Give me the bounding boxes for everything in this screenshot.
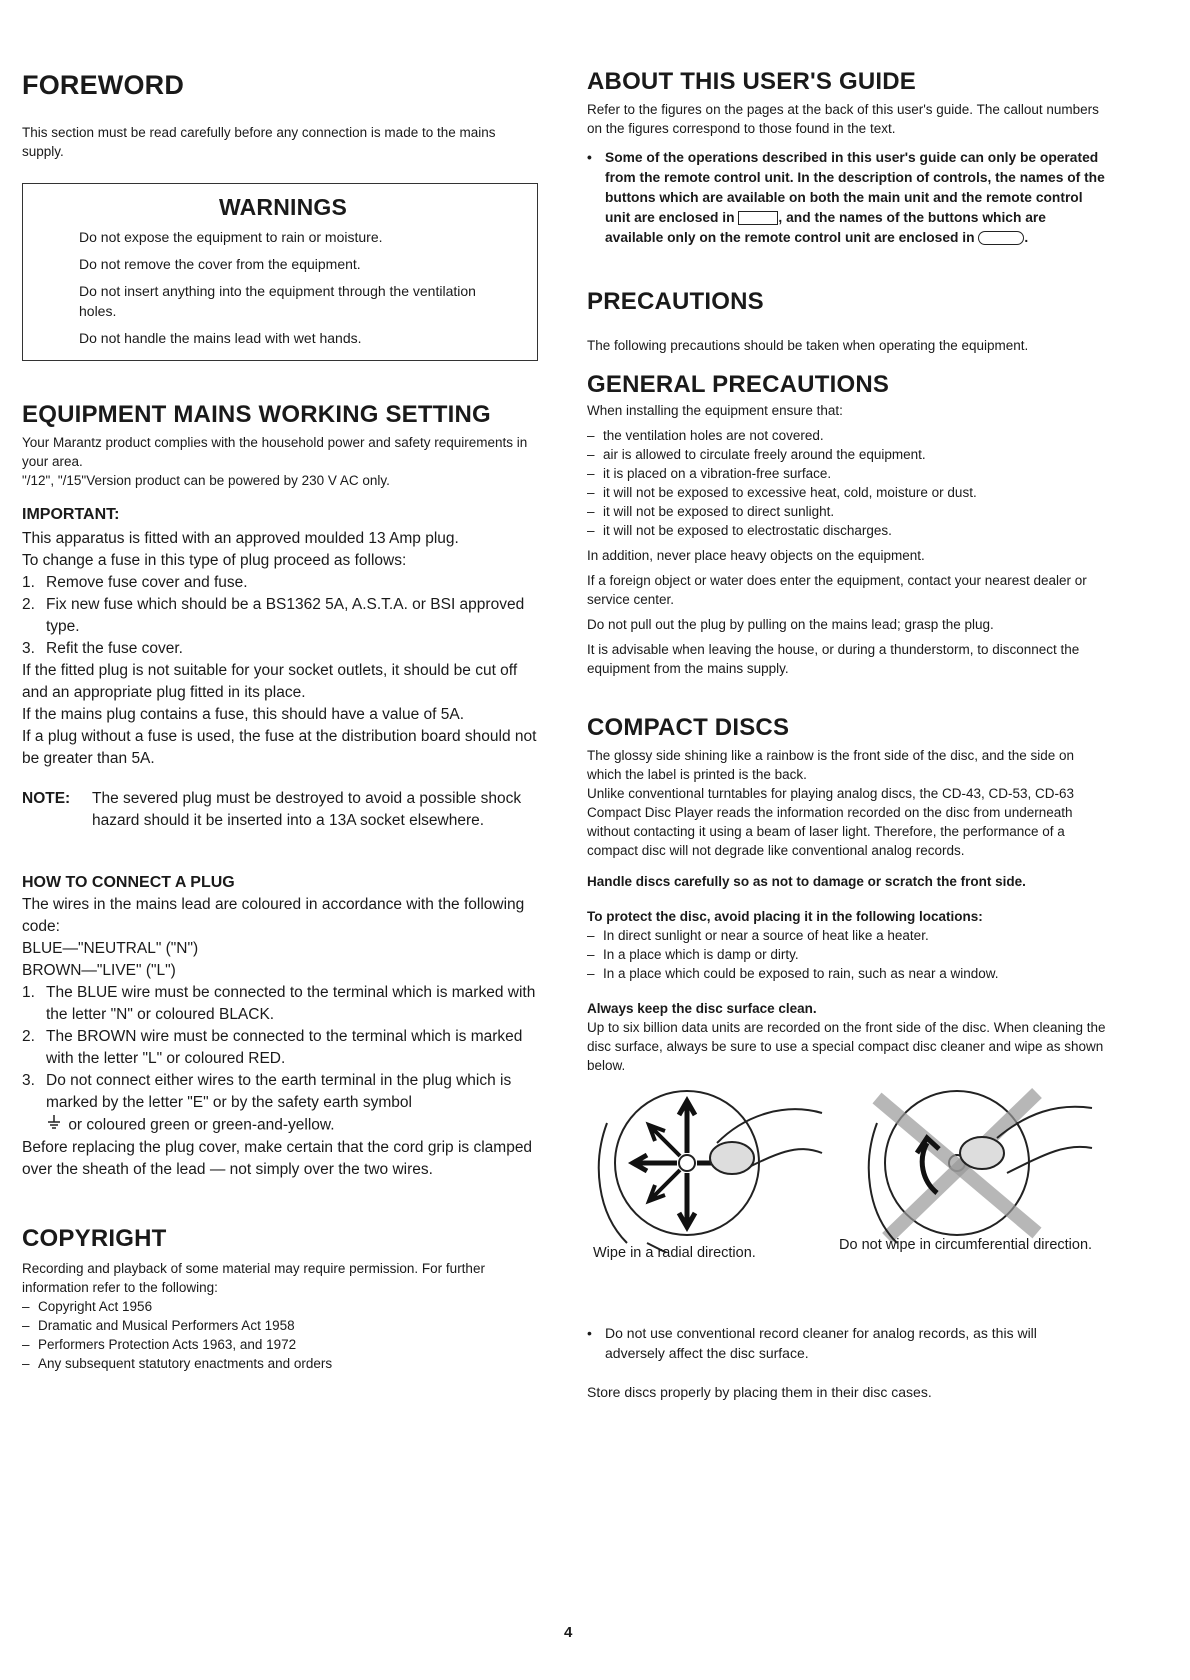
- cleaning-figures: [587, 1083, 1107, 1273]
- connect-body: [22, 894, 537, 1181]
- foreword-title: FOREWORD: [22, 70, 185, 100]
- copyright-intro: Recording and playback of some material may require permission. For further information refer to the following:: [22, 1261, 485, 1295]
- list-item: – Any subsequent statutory enactments and orders: [22, 1354, 537, 1373]
- discs-handle: Handle discs carefully so as not to damage or scratch the front side.: [587, 874, 1026, 889]
- warning-item: Do not remove the cover from the equipment.: [79, 256, 361, 272]
- guide-title: ABOUT THIS USER'S GUIDE: [587, 68, 916, 95]
- guide-bullet-text-a: Some of the operations described in this user's guide can only be operated from the remote control unit. In the description of controls, the names of the buttons which are available on both the main unit and the remote control unit are enclosed in: [605, 150, 1105, 225]
- rounded-frame-icon: [978, 231, 1024, 245]
- list-item: – Copyright Act 1956: [22, 1297, 537, 1316]
- important-para3: If a plug without a fuse is used, the fuse at the distribution board should not be greater than 5A.: [22, 728, 537, 767]
- discs-body: [587, 746, 1107, 1075]
- important-para1: If the fitted plug is not suitable for your socket outlets, it should be cut off and an appropriate plug fitted in its place.: [22, 662, 518, 701]
- list-item: [22, 572, 537, 594]
- list-item: – it will not be exposed to direct sunlight.: [587, 502, 1107, 521]
- connect-title: HOW TO CONNECT A PLUG: [22, 874, 235, 891]
- fuse-steps: [22, 572, 537, 660]
- step-text: Do not connect either wires to the earth terminal in the plug which is marked by the letter "E" or by the safety earth symbol: [46, 1072, 512, 1111]
- mains-setting-title: EQUIPMENT MAINS WORKING SETTING: [22, 401, 491, 428]
- connect-code2: BROWN—"LIVE" ("L"): [22, 962, 176, 979]
- warning-item: Do not handle the mains lead with wet hands.: [79, 330, 362, 346]
- guide-bullet-text-c: .: [1024, 230, 1029, 245]
- list-item: [22, 594, 537, 638]
- list-item: – air is allowed to circulate freely around the equipment.: [587, 445, 1107, 464]
- list-item: – In a place which is damp or dirty.: [587, 945, 1107, 964]
- note-block: [22, 788, 537, 832]
- general-body: [587, 401, 1107, 678]
- mains-setting-text2: "/12", "/15"Version product can be powered by 230 V AC only.: [22, 473, 390, 488]
- step-text: The BROWN wire must be connected to the terminal which is marked with the letter "L" or coloured RED.: [46, 1028, 523, 1067]
- step-text: Fix new fuse which should be a BS1362 5A, A.S.T.A. or BSI approved type.: [46, 596, 525, 635]
- step-number: 2.: [22, 596, 35, 613]
- list-item: – the ventilation holes are not covered.: [587, 426, 1107, 445]
- step3-tail: or coloured green or green-and-yellow.: [68, 1116, 335, 1134]
- guide-bullet: [587, 148, 1107, 248]
- list-item: – In a place which could be exposed to rain, such as near a window.: [587, 964, 1107, 983]
- connect-code1: BLUE—"NEUTRAL" ("N"): [22, 940, 199, 957]
- list-item: [22, 982, 537, 1026]
- discs-clean-text: Up to six billion data units are recorded on the front side of the disc. When cleaning the disc surface, always be sure to use a special compact disc cleaner and wipe as shown below.: [587, 1020, 1106, 1073]
- caption-circumferential: Do not wipe in circumferential direction.: [839, 1237, 1093, 1253]
- discs-protect-list: [587, 926, 1107, 983]
- discs-clean-title: Always keep the disc surface clean.: [587, 1001, 817, 1016]
- warnings-title: WARNINGS: [218, 194, 348, 220]
- step-number: 1.: [22, 574, 35, 591]
- guide-intro: Refer to the figures on the pages at the back of this user's guide. The callout numbers on the figures correspond to those found in the text.: [587, 102, 1099, 136]
- general-p2: If a foreign object or water does enter the equipment, contact your nearest dealer or service center.: [587, 573, 1087, 607]
- discs-title: COMPACT DISCS: [587, 714, 790, 741]
- list-item: [22, 1070, 537, 1137]
- general-intro: When installing the equipment ensure that:: [587, 403, 843, 418]
- list-item: [22, 638, 537, 660]
- left-column: [22, 70, 537, 1373]
- important-line1: This apparatus is fitted with an approved moulded 13 Amp plug.: [22, 530, 459, 547]
- list-item: – it will not be exposed to electrostatic discharges.: [587, 521, 1107, 540]
- step-number: 3.: [22, 1072, 35, 1089]
- general-p4: It is advisable when leaving the house, or during a thunderstorm, to disconnect the equipment from the mains supply.: [587, 642, 1080, 676]
- general-list: [587, 426, 1107, 540]
- important-line2: To change a fuse in this type of plug proceed as follows:: [22, 552, 407, 569]
- guide-bullet-text-b: , and the names of the buttons which are available only on the remote control unit are enclosed in: [605, 210, 1046, 245]
- foreword-intro: This section must be read carefully before any connection is made to the mains supply.: [22, 125, 496, 159]
- important-title: IMPORTANT:: [22, 506, 120, 523]
- circumferential-wipe-illustration: [857, 1083, 1097, 1253]
- important-para2: If the mains plug contains a fuse, this should have a value of 5A.: [22, 706, 465, 723]
- right-column: [587, 68, 1107, 1402]
- warning-item: Do not insert anything into the equipment through the ventilation holes.: [79, 283, 476, 319]
- discs-store: Store discs properly by placing them in their disc cases.: [587, 1384, 932, 1400]
- list-item: – it is placed on a vibration-free surface.: [587, 464, 1107, 483]
- list-item: – Dramatic and Musical Performers Act 1958: [22, 1316, 537, 1335]
- rectangle-frame-icon: [738, 211, 778, 225]
- step-number: 1.: [22, 984, 35, 1001]
- copyright-body: [22, 1259, 537, 1373]
- copyright-list: [22, 1297, 537, 1373]
- general-p3: Do not pull out the plug by pulling on the mains lead; grasp the plug.: [587, 617, 994, 632]
- list-item: – In direct sunlight or near a source of heat like a heater.: [587, 926, 1107, 945]
- warning-item: Do not expose the equipment to rain or moisture.: [79, 229, 383, 245]
- caption-radial: Wipe in a radial direction.: [593, 1245, 756, 1261]
- step-number: 3.: [22, 640, 35, 657]
- discs-protect-title: To protect the disc, avoid placing it in the following locations:: [587, 909, 983, 924]
- connect-steps: [22, 982, 537, 1137]
- mains-setting-text1: Your Marantz product complies with the household power and safety requirements in your area.: [22, 435, 528, 469]
- precautions-intro: The following precautions should be taken when operating the equipment.: [587, 338, 1029, 353]
- step-text: The BLUE wire must be connected to the terminal which is marked with the letter "N" or coloured BLACK.: [46, 984, 536, 1023]
- step-text: Remove fuse cover and fuse.: [46, 574, 248, 591]
- precautions-title: PRECAUTIONS: [587, 288, 764, 315]
- general-p1: In addition, never place heavy objects on the equipment.: [587, 548, 925, 563]
- note-label: NOTE:: [22, 790, 71, 807]
- discs-p1: The glossy side shining like a rainbow is the front side of the disc, and the side on which the label is printed is the back.: [587, 748, 1075, 782]
- list-item: – Performers Protection Acts 1963, and 1972: [22, 1335, 537, 1354]
- warnings-box: [22, 183, 538, 361]
- step-number: 2.: [22, 1028, 35, 1045]
- general-title: GENERAL PRECAUTIONS: [587, 371, 890, 398]
- earth-symbol-icon: [46, 1114, 64, 1137]
- important-body: [22, 528, 537, 832]
- connect-intro: The wires in the mains lead are coloured in accordance with the following code:: [22, 896, 525, 935]
- step-text: Refit the fuse cover.: [46, 640, 183, 657]
- list-item: [22, 1026, 537, 1070]
- radial-wipe-illustration: [587, 1083, 827, 1253]
- discs-bullet: • Do not use conventional record cleaner for analog records, as this will adversely affect the disc surface.: [587, 1323, 1075, 1363]
- connect-outro: Before replacing the plug cover, make certain that the cord grip is clamped over the sheath of the lead — not simply over the two wires.: [22, 1139, 533, 1178]
- discs-p2: Unlike conventional turntables for playing analog discs, the CD-43, CD-53, CD-63 Compact Disc Player reads the information recorded on the disc from underneath without contacting it using a beam of laser light. Therefore, the performance of a compact disc will not degrade like conventional analog records.: [587, 786, 1074, 858]
- page-number: 4: [564, 1624, 573, 1641]
- note-text: The severed plug must be destroyed to avoid a possible shock hazard should it be inserted into a 13A socket elsewhere.: [92, 790, 522, 829]
- list-item: – it will not be exposed to excessive heat, cold, moisture or dust.: [587, 483, 1107, 502]
- copyright-title: COPYRIGHT: [22, 1225, 167, 1252]
